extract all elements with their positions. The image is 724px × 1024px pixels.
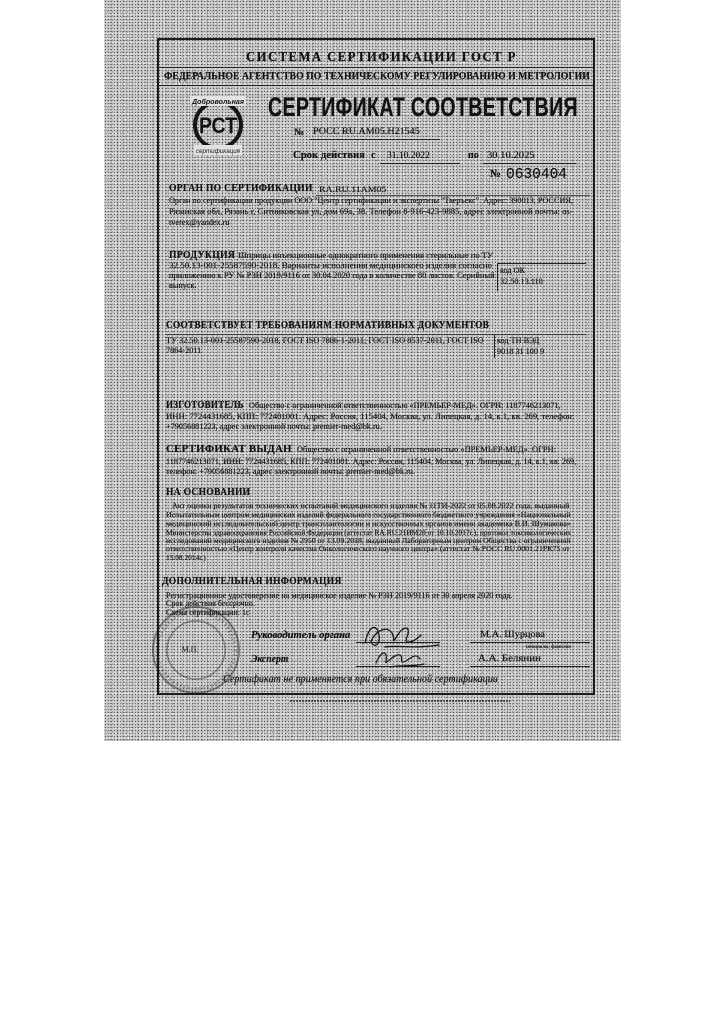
expert-signature <box>370 645 430 671</box>
validity-from-underline <box>380 163 460 164</box>
printer-imprint-line <box>290 700 510 702</box>
compliance-underline <box>166 334 586 335</box>
compliance-heading: СООТВЕТСТВУЕТ ТРЕБОВАНИЯМ НОРМАТИВНЫХ ДОКУМЕНТОВ <box>166 320 490 331</box>
validity-from-label: с <box>371 150 376 161</box>
name-caption: инициалы, фамилия <box>526 645 571 650</box>
validity-from-date: 31.10.2022 <box>387 151 430 161</box>
okp-code-box-top <box>497 263 586 264</box>
registration-number-sign: № <box>294 127 305 138</box>
organ-heading: ОРГАН ПО СЕРТИФИКАЦИИ <box>169 183 313 194</box>
basis-heading: НА ОСНОВАНИИ <box>166 487 251 498</box>
head-of-body-name: М.А. Шурцова <box>480 630 545 640</box>
manufacturer-text-line: +79056881223, адрес электронной почты: premier-med@bk.ru. <box>166 422 382 431</box>
tnved-code-label: код ТН ВЭД <box>497 336 540 345</box>
basis-text-line: Акт оценки результатов технических испытаний медицинского изделия № 11ТИ-2022 от 05.08.2022 года, выданный <box>172 501 570 510</box>
manufacturer-text-line: ИНН: 7724431685, КПП: 772401001. Адрес: Россия, 115404, Москва, ул. Липецкая, д. 14, к.1, кв. 269, телефон: <box>166 412 575 421</box>
validity-to-label: по <box>468 150 479 161</box>
basis-text-line: Испытательным центром медицинских изделий федерального государственного бюджетного учреждения «Национальный <box>166 510 571 519</box>
basis-text-line: исследований медицинского изделия № 2950 от 13.09.2018, выданный Лабораторным центром Общества с ограниченной <box>166 536 571 545</box>
okp-code-label: код ОК <box>500 266 526 275</box>
compliance-text-line: 7864-2011 <box>166 346 202 355</box>
issued-to-heading: СЕРТИФИКАТ ВЫДАН <box>166 444 292 455</box>
okp-code: 32.50.13.110 <box>500 277 543 286</box>
validity-to-underline <box>483 163 576 164</box>
basis-text-line: 15.08.2014г.) <box>166 553 206 562</box>
expert-name-line <box>470 666 590 667</box>
additional-info-line: Регистрационное удостоверение на медицинское изделие № РЗН 2019/9116 от 30 апреля 2020 года. <box>166 591 513 600</box>
manufacturer-heading: ИЗГОТОВИТЕЛЬ <box>166 400 244 411</box>
product-text-line: выпуск. <box>169 281 197 290</box>
product-heading: ПРОДУКЦИЯ <box>169 250 236 261</box>
basis-text-line: Министерства здравоохранения Российской Федерации (аттестат RA.RU.21ИМ28 от 10.10.2017г.), протокол токсикологических <box>166 528 572 537</box>
product-text-line: Шприцы инъекционные однократного применения стерильные по ТУ <box>238 251 494 260</box>
manufacturer-text-line: Общество с ограниченной ответственностью «ПРЕМЬЕР-МЕД». ОГРН: 1187746213071, <box>249 401 561 410</box>
stamp-label: М.П. <box>181 645 199 654</box>
product-text-line: 32.50.13-001-25587590-2018. Варианты исполнения медицинского изделия согласно <box>169 261 493 270</box>
header-divider <box>159 67 593 68</box>
voluntary-certification-note: Сертификат не применяется при обязательной сертификации <box>223 674 498 685</box>
basis-text-line: ответственностью «Центр контроля качества Онкологического научного центра» (аттестат № РОСС RU.0001.21РК75 от <box>166 544 570 553</box>
blank-number-sign: № <box>490 168 502 180</box>
organ-text-line: tverex@yandex.ru <box>169 218 230 227</box>
additional-info-line: Срок действия бессрочно. <box>166 599 255 608</box>
logo-mark: РСТ <box>199 113 238 138</box>
registration-underline <box>310 139 440 140</box>
issued-to-text-line: Общество с ограниченной ответственностью «ПРЕМЬЕР-МЕД». ОГРН: <box>297 445 556 454</box>
rst-logo <box>184 94 252 156</box>
certificate-title: СЕРТИФИКАТ СООТВЕТСТВИЯ <box>268 92 578 122</box>
validity-label: Срок действия <box>293 149 365 161</box>
additional-info-line: Схема сертификации: 1с <box>166 608 250 617</box>
okp-code-box-side <box>497 263 498 291</box>
additional-info-heading: ДОПОЛНИТЕЛЬНАЯ ИНФОРМАЦИЯ <box>162 576 342 587</box>
tnved-code-box-side <box>494 334 495 358</box>
issued-to-text-line: 1187746213071, ИНН: 7724431685, КПП: 772401001. Адрес: Россия, 115404, Москва, ул. Липецкая, д. 14, к.1, кв. 269, <box>166 457 577 466</box>
organ-code: RA.RU.11AM05 <box>319 184 387 194</box>
blank-number: 0630404 <box>506 166 567 183</box>
product-text-line: приложению к РУ № РЗН 2019/9116 от 30.04.2020 года в количестве 80 листов. Серийный <box>169 271 495 280</box>
expert-name: А.А. Белянин <box>478 654 541 664</box>
head-signature-line <box>356 642 440 643</box>
header-divider <box>159 85 593 86</box>
compliance-text-line: ТУ 32.50.13-001-25587590-2018, ГОСТ ISO 7886-1-2011; ГОСТ ISO 8537-2011, ГОСТ ISO <box>166 336 484 345</box>
expert-signature-line <box>356 666 440 667</box>
agency-heading: ФЕДЕРАЛЬНОЕ АГЕНТСТВО ПО ТЕХНИЧЕСКОМУ РЕГУЛИРОВАНИЮ И МЕТРОЛОГИИ <box>164 71 590 82</box>
head-of-body-label: Руководитель органа <box>251 630 351 641</box>
organ-text-line: Рязанская обл, Рязань г, Ситниковская ул, дом 69а, 38. Телефон 8-916-423-9885, адрес электронной почты: os- <box>169 207 573 216</box>
validity-to-date: 30.10.2025 <box>487 151 535 161</box>
expert-label: Эксперт <box>251 654 289 665</box>
issued-to-text-line: телефон: +79056881223, адрес электронной почты: premier-med@bk.ru. <box>166 467 415 476</box>
logo-bottom-text: сертификация <box>196 148 241 155</box>
tnved-code: 9018 31 100 9 <box>497 347 545 356</box>
head-name-line <box>470 642 590 643</box>
registration-number: РОСС RU.AM05.H21545 <box>313 127 420 137</box>
organ-text-line: Орган по сертификации продукции ООО "Центр сертификации и экспертизы "Тверъекс". Адрес: 390013, РОССИЯ, <box>169 196 573 205</box>
basis-text-line: медицинский исследовательский центр трансплантологии и искусственных органов имени академика В.И. Шумакова» <box>166 519 571 528</box>
certification-system-heading: СИСТЕМА СЕРТИФИКАЦИИ ГОСТ Р <box>246 49 517 64</box>
logo-top-text: Добровольная <box>191 97 245 106</box>
